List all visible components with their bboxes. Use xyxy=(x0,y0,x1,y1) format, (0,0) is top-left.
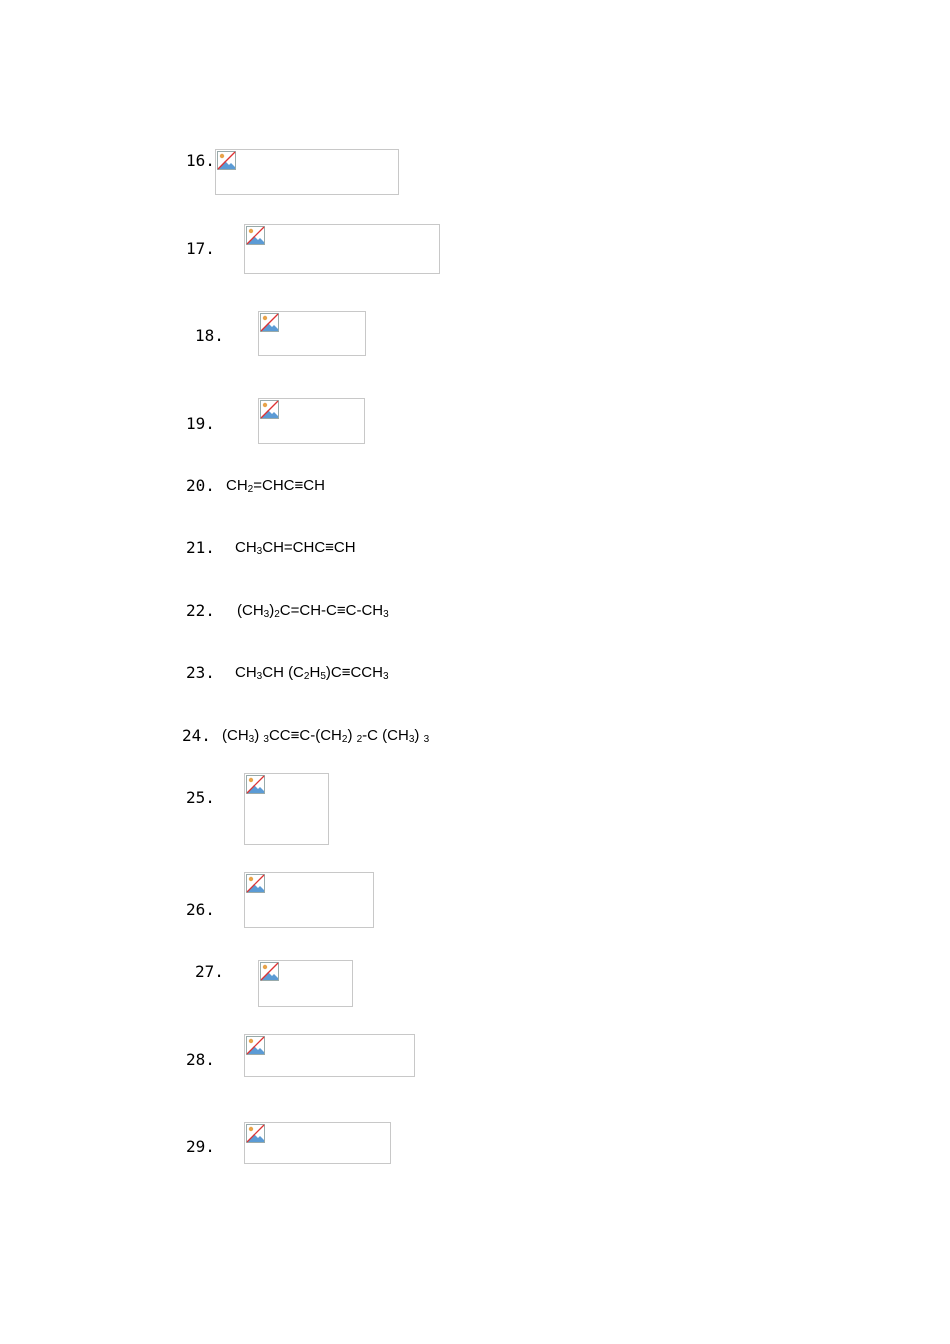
formula-subscript: 2 xyxy=(341,734,348,745)
item-22-number: 22. xyxy=(186,601,215,620)
item-29-broken-image xyxy=(244,1122,391,1164)
item-27-broken-image xyxy=(258,960,353,1007)
item-28-number: 28. xyxy=(186,1050,215,1069)
item-17-number: 17. xyxy=(186,239,215,258)
broken-image-icon xyxy=(260,313,279,332)
formula-text: =CHC≡CH xyxy=(253,477,325,494)
broken-image-icon xyxy=(246,226,265,245)
item-25-number: 25. xyxy=(186,788,215,807)
formula-subscript: 3 xyxy=(408,734,415,745)
formula-text: (CH xyxy=(237,602,264,619)
formula-text: CC≡C-(CH xyxy=(268,727,342,744)
formula-text: (CH xyxy=(222,727,249,744)
formula-subscript: 3 xyxy=(263,734,269,745)
broken-image-icon xyxy=(246,874,265,893)
formula-subscript: 2 xyxy=(274,609,280,620)
formula-subscript: 3 xyxy=(382,671,389,682)
formula-text: CH (C xyxy=(262,664,304,681)
item-20-formula xyxy=(226,476,325,500)
formula-subscript: 5 xyxy=(320,671,326,682)
formula-text: )C≡CCH xyxy=(325,664,383,681)
item-21-formula xyxy=(235,538,356,562)
item-16-number: 16. xyxy=(186,151,215,170)
item-22-formula xyxy=(237,601,389,625)
formula-text: H xyxy=(309,664,321,681)
broken-image-icon xyxy=(260,962,279,981)
formula-text: ) xyxy=(347,727,357,744)
formula-subscript: 3 xyxy=(263,609,270,620)
item-28-broken-image xyxy=(244,1034,415,1077)
item-29-number: 29. xyxy=(186,1137,215,1156)
item-16-broken-image xyxy=(215,149,399,195)
item-18-number: 18. xyxy=(195,326,224,345)
broken-image-icon xyxy=(246,1036,265,1055)
item-23-number: 23. xyxy=(186,663,215,682)
formula-subscript: 2 xyxy=(356,734,363,745)
formula-subscript: 2 xyxy=(247,484,254,495)
formula-subscript: 3 xyxy=(256,671,263,682)
broken-image-icon xyxy=(246,775,265,794)
formula-text: ) xyxy=(254,727,264,744)
item-24-formula xyxy=(222,726,429,750)
item-27-number: 27. xyxy=(195,962,224,981)
formula-text: C=CH-C≡C-CH xyxy=(279,602,384,619)
item-26-broken-image xyxy=(244,872,374,928)
item-24-number: 24. xyxy=(182,726,211,745)
item-21-number: 21. xyxy=(186,538,215,557)
formula-subscript: 3 xyxy=(248,734,255,745)
formula-text: -C (CH xyxy=(362,727,409,744)
broken-image-icon xyxy=(260,400,279,419)
formula-text: CH xyxy=(226,477,248,494)
formula-subscript: 3 xyxy=(423,734,430,745)
formula-text: ) xyxy=(269,602,275,619)
item-25-broken-image xyxy=(244,773,329,845)
broken-image-icon xyxy=(217,151,236,170)
item-19-number: 19. xyxy=(186,414,215,433)
item-18-broken-image xyxy=(258,311,366,356)
item-23-formula xyxy=(235,663,389,687)
item-17-broken-image xyxy=(244,224,440,274)
broken-image-icon xyxy=(246,1124,265,1143)
item-20-number: 20. xyxy=(186,476,215,495)
item-19-broken-image xyxy=(258,398,365,444)
formula-text: ) xyxy=(414,727,424,744)
formula-subscript: 3 xyxy=(256,546,263,557)
formula-text: CH xyxy=(235,539,257,556)
formula-subscript: 2 xyxy=(303,671,310,682)
formula-text: CH xyxy=(235,664,257,681)
item-26-number: 26. xyxy=(186,900,215,919)
formula-subscript: 3 xyxy=(383,609,389,620)
formula-text: CH=CHC≡CH xyxy=(262,539,356,556)
